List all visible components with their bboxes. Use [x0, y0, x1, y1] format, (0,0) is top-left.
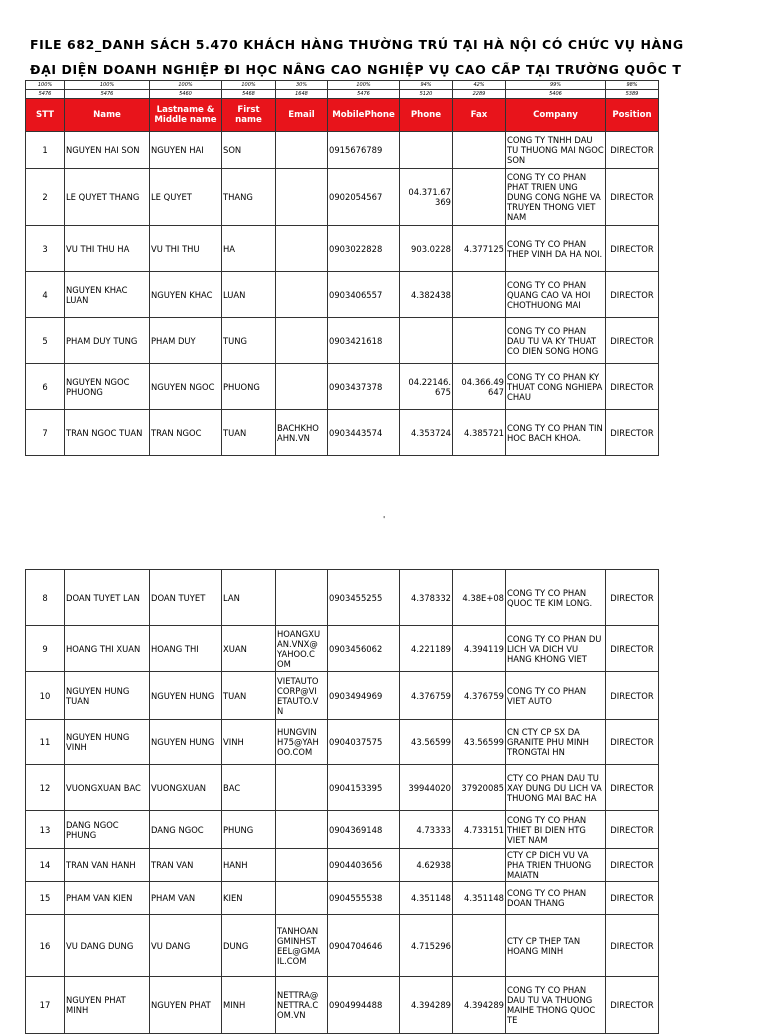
- lastname-middle-cell: Lastname & Middle name: [150, 99, 222, 132]
- first-name-cell: TUNG: [222, 318, 276, 364]
- fax-cell: [453, 849, 506, 882]
- customer-table-page-1: [25, 80, 659, 456]
- header-row: [26, 99, 659, 132]
- stt-cell: 17: [26, 977, 65, 1034]
- company-cell: CONG TY CO PHAN PHAT TRIEN UNG DUNG CONG NGHE VA TRUYEN THONG VIET NAM: [506, 169, 606, 226]
- first-name-cell: First name: [222, 99, 276, 132]
- name-cell: TRAN VAN HANH: [65, 849, 150, 882]
- phone-cell: 4.221189: [400, 626, 453, 672]
- mobile-phone-cell: 0903022828: [328, 226, 400, 272]
- email-cell: HUNGVIN H75@YAH OO.COM: [276, 720, 328, 765]
- lastname-middle-cell: NGUYEN NGOC: [150, 364, 222, 410]
- fax-cell: 04.366.49 647: [453, 364, 506, 410]
- phone-cell: [400, 318, 453, 364]
- mobile-phone-cell: MobilePhone: [328, 99, 400, 132]
- email-cell: [276, 811, 328, 849]
- mobile-phone-cell: 100%: [328, 81, 400, 90]
- fax-cell: 4.377125: [453, 226, 506, 272]
- table-row: [26, 318, 659, 364]
- table-row: [26, 132, 659, 169]
- mobile-phone-cell: 0904037575: [328, 720, 400, 765]
- position-cell: DIRECTOR: [606, 318, 659, 364]
- position-cell: DIRECTOR: [606, 915, 659, 977]
- email-cell: [276, 765, 328, 811]
- lastname-middle-cell: HOANG THI: [150, 626, 222, 672]
- position-cell: 5389: [606, 90, 659, 99]
- phone-cell: Phone: [400, 99, 453, 132]
- name-cell: DOAN TUYET LAN: [65, 570, 150, 626]
- fax-cell: [453, 169, 506, 226]
- stt-cell: 7: [26, 410, 65, 456]
- email-cell: [276, 570, 328, 626]
- first-name-cell: TUAN: [222, 672, 276, 720]
- lastname-middle-cell: VU THI THU: [150, 226, 222, 272]
- fax-cell: 4.394289: [453, 977, 506, 1034]
- email-cell: 30%: [276, 81, 328, 90]
- stt-cell: 14: [26, 849, 65, 882]
- first-name-cell: THANG: [222, 169, 276, 226]
- phone-cell: 4.715296: [400, 915, 453, 977]
- fax-cell: 4.385721: [453, 410, 506, 456]
- position-cell: DIRECTOR: [606, 570, 659, 626]
- first-name-cell: BAC: [222, 765, 276, 811]
- mobile-phone-cell: 0915676789: [328, 132, 400, 169]
- mobile-phone-cell: 0904704646: [328, 915, 400, 977]
- name-cell: HOANG THI XUAN: [65, 626, 150, 672]
- lastname-middle-cell: VU DANG: [150, 915, 222, 977]
- phone-cell: 903.0228: [400, 226, 453, 272]
- fax-cell: 43.56599: [453, 720, 506, 765]
- phone-cell: 94%: [400, 81, 453, 90]
- table-row: [26, 882, 659, 915]
- position-cell: DIRECTOR: [606, 720, 659, 765]
- position-cell: DIRECTOR: [606, 765, 659, 811]
- phone-cell: 4.376759: [400, 672, 453, 720]
- first-name-cell: LAN: [222, 570, 276, 626]
- email-cell: Email: [276, 99, 328, 132]
- company-cell: CTY CO PHAN DAU TU XAY DUNG DU LICH VA THUONG MAI BAC HA: [506, 765, 606, 811]
- table-row: [26, 570, 659, 626]
- email-cell: VIETAUTO CORP@VI ETAUTO.V N: [276, 672, 328, 720]
- fill-percent-row: [26, 81, 659, 90]
- table-row: [26, 811, 659, 849]
- company-cell: 5406: [506, 90, 606, 99]
- table-row: [26, 765, 659, 811]
- name-cell: NGUYEN PHAT MINH: [65, 977, 150, 1034]
- company-cell: CONG TY CO PHAN DAU TU VA THUONG MAIHE THONG QUOC TE: [506, 977, 606, 1034]
- mobile-phone-cell: 0904403656: [328, 849, 400, 882]
- first-name-cell: MINH: [222, 977, 276, 1034]
- company-cell: CTY CP DICH VU VA PHA TRIEN THUONG MAIATN: [506, 849, 606, 882]
- phone-cell: [400, 132, 453, 169]
- phone-cell: 5120: [400, 90, 453, 99]
- mobile-phone-cell: 0903443574: [328, 410, 400, 456]
- company-cell: CONG TY CO PHAN THIET BI DIEN HTG VIET NAM: [506, 811, 606, 849]
- mobile-phone-cell: 0904153395: [328, 765, 400, 811]
- position-cell: DIRECTOR: [606, 882, 659, 915]
- company-cell: CTY CP THEP TAN HOANG MINH: [506, 915, 606, 977]
- company-cell: CONG TY CO PHAN KY THUAT CONG NGHIEPA CHAU: [506, 364, 606, 410]
- first-name-cell: VINH: [222, 720, 276, 765]
- stt-cell: 2: [26, 169, 65, 226]
- name-cell: PHAM VAN KIEN: [65, 882, 150, 915]
- name-cell: VU DANG DUNG: [65, 915, 150, 977]
- table-row: [26, 626, 659, 672]
- email-cell: BACHKHO AHN.VN: [276, 410, 328, 456]
- first-name-cell: TUAN: [222, 410, 276, 456]
- first-name-cell: SON: [222, 132, 276, 169]
- phone-cell: 4.351148: [400, 882, 453, 915]
- mobile-phone-cell: 0904994488: [328, 977, 400, 1034]
- fax-cell: [453, 318, 506, 364]
- lastname-middle-cell: PHAM VAN: [150, 882, 222, 915]
- fax-cell: 37920085: [453, 765, 506, 811]
- lastname-middle-cell: PHAM DUY: [150, 318, 222, 364]
- name-cell: TRAN NGOC TUAN: [65, 410, 150, 456]
- company-cell: CONG TY CO PHAN THEP VINH DA HA NOI.: [506, 226, 606, 272]
- stt-cell: 1: [26, 132, 65, 169]
- email-cell: [276, 132, 328, 169]
- name-cell: 5476: [65, 90, 150, 99]
- table-row: [26, 977, 659, 1034]
- fax-cell: [453, 132, 506, 169]
- first-name-cell: LUAN: [222, 272, 276, 318]
- table-row: [26, 849, 659, 882]
- table-row: [26, 672, 659, 720]
- company-cell: CONG TY CO PHAN QUOC TE KIM LONG.: [506, 570, 606, 626]
- stt-cell: 10: [26, 672, 65, 720]
- lastname-middle-cell: NGUYEN PHAT: [150, 977, 222, 1034]
- phone-cell: 04.22146. 675: [400, 364, 453, 410]
- first-name-cell: 100%: [222, 81, 276, 90]
- fax-cell: 4.394119: [453, 626, 506, 672]
- email-cell: [276, 226, 328, 272]
- name-cell: VU THI THU HA: [65, 226, 150, 272]
- name-cell: DANG NGOC PHUNG: [65, 811, 150, 849]
- lastname-middle-cell: NGUYEN HAI: [150, 132, 222, 169]
- name-cell: NGUYEN NGOC PHUONG: [65, 364, 150, 410]
- email-cell: HOANGXU AN.VNX@ YAHOO.C OM: [276, 626, 328, 672]
- stt-cell: 6: [26, 364, 65, 410]
- name-cell: NGUYEN KHAC LUAN: [65, 272, 150, 318]
- fax-cell: 2289: [453, 90, 506, 99]
- fax-cell: [453, 915, 506, 977]
- name-cell: NGUYEN HUNG TUAN: [65, 672, 150, 720]
- phone-cell: 4.394289: [400, 977, 453, 1034]
- first-name-cell: XUAN: [222, 626, 276, 672]
- table-row: [26, 720, 659, 765]
- first-name-cell: PHUONG: [222, 364, 276, 410]
- company-cell: 99%: [506, 81, 606, 90]
- position-cell: DIRECTOR: [606, 132, 659, 169]
- company-cell: CN CTY CP SX DA GRANITE PHU MINH TRONGTAI HN: [506, 720, 606, 765]
- mobile-phone-cell: 0903406557: [328, 272, 400, 318]
- table-row: [26, 169, 659, 226]
- fax-cell: 4.733151: [453, 811, 506, 849]
- mobile-phone-cell: 0903437378: [328, 364, 400, 410]
- first-name-cell: PHUNG: [222, 811, 276, 849]
- stt-cell: 3: [26, 226, 65, 272]
- first-name-cell: 5468: [222, 90, 276, 99]
- phone-cell: 4.62938: [400, 849, 453, 882]
- lastname-middle-cell: 100%: [150, 81, 222, 90]
- fax-cell: 4.376759: [453, 672, 506, 720]
- mobile-phone-cell: 0903455255: [328, 570, 400, 626]
- position-cell: DIRECTOR: [606, 849, 659, 882]
- position-cell: DIRECTOR: [606, 272, 659, 318]
- company-cell: Company: [506, 99, 606, 132]
- name-cell: VUONGXUAN BAC: [65, 765, 150, 811]
- phone-cell: 4.73333: [400, 811, 453, 849]
- position-cell: DIRECTOR: [606, 169, 659, 226]
- fill-count-row: [26, 90, 659, 99]
- lastname-middle-cell: DANG NGOC: [150, 811, 222, 849]
- email-cell: [276, 849, 328, 882]
- mobile-phone-cell: 0902054567: [328, 169, 400, 226]
- name-cell: 100%: [65, 81, 150, 90]
- lastname-middle-cell: NGUYEN KHAC: [150, 272, 222, 318]
- fax-cell: [453, 272, 506, 318]
- position-cell: DIRECTOR: [606, 977, 659, 1034]
- company-cell: CONG TY CO PHAN DAU TU VA KY THUAT CO DIEN SONG HONG: [506, 318, 606, 364]
- phone-cell: 4.382438: [400, 272, 453, 318]
- lastname-middle-cell: NGUYEN HUNG: [150, 720, 222, 765]
- stt-cell: 100%: [26, 81, 65, 90]
- page-separator-mark: ': [383, 515, 386, 524]
- phone-cell: 04.371.67 369: [400, 169, 453, 226]
- phone-cell: 4.353724: [400, 410, 453, 456]
- position-cell: DIRECTOR: [606, 410, 659, 456]
- lastname-middle-cell: LE QUYET: [150, 169, 222, 226]
- position-cell: Position: [606, 99, 659, 132]
- name-cell: PHAM DUY TUNG: [65, 318, 150, 364]
- customer-table-page-2: [25, 569, 659, 1034]
- lastname-middle-cell: TRAN NGOC: [150, 410, 222, 456]
- first-name-cell: HANH: [222, 849, 276, 882]
- position-cell: DIRECTOR: [606, 672, 659, 720]
- stt-cell: 8: [26, 570, 65, 626]
- fax-cell: 4.351148: [453, 882, 506, 915]
- stt-cell: 13: [26, 811, 65, 849]
- mobile-phone-cell: 5476: [328, 90, 400, 99]
- table-row: [26, 272, 659, 318]
- stt-cell: 5: [26, 318, 65, 364]
- stt-cell: 5476: [26, 90, 65, 99]
- phone-cell: 43.56599: [400, 720, 453, 765]
- document-title-line-2: ĐẠI DIỆN DOANH NGHIỆP ĐI HỌC NÂNG CAO NGHIỆP VỤ CAO CẤP TẠI TRƯỜNG QUỐC T: [30, 62, 682, 77]
- first-name-cell: HA: [222, 226, 276, 272]
- lastname-middle-cell: TRAN VAN: [150, 849, 222, 882]
- first-name-cell: KIEN: [222, 882, 276, 915]
- email-cell: TANHOAN GMINHST EEL@GMA IL.COM: [276, 915, 328, 977]
- name-cell: NGUYEN HUNG VINH: [65, 720, 150, 765]
- stt-cell: 11: [26, 720, 65, 765]
- table-row: [26, 915, 659, 977]
- name-cell: Name: [65, 99, 150, 132]
- email-cell: [276, 318, 328, 364]
- email-cell: [276, 882, 328, 915]
- fax-cell: 4.38E+08: [453, 570, 506, 626]
- company-cell: CONG TY CO PHAN TIN HOC BACH KHOA.: [506, 410, 606, 456]
- company-cell: CONG TY CO PHAN DU LICH VA DICH VU HANG KHONG VIET: [506, 626, 606, 672]
- email-cell: 1648: [276, 90, 328, 99]
- company-cell: CONG TY CO PHAN QUANG CAO VA HOI CHOTHUONG MAI: [506, 272, 606, 318]
- phone-cell: 39944020: [400, 765, 453, 811]
- stt-cell: 15: [26, 882, 65, 915]
- email-cell: NETTRA@ NETTRA.C OM.VN: [276, 977, 328, 1034]
- table-row: [26, 410, 659, 456]
- first-name-cell: DUNG: [222, 915, 276, 977]
- fax-cell: 42%: [453, 81, 506, 90]
- name-cell: LE QUYET THANG: [65, 169, 150, 226]
- position-cell: DIRECTOR: [606, 811, 659, 849]
- stt-cell: 9: [26, 626, 65, 672]
- company-cell: CONG TY TNHH DAU TU THUONG MAI NGOC SON: [506, 132, 606, 169]
- company-cell: CONG TY CO PHAN VIET AUTO: [506, 672, 606, 720]
- email-cell: [276, 272, 328, 318]
- lastname-middle-cell: DOAN TUYET: [150, 570, 222, 626]
- position-cell: DIRECTOR: [606, 364, 659, 410]
- lastname-middle-cell: VUONGXUAN: [150, 765, 222, 811]
- stt-cell: STT: [26, 99, 65, 132]
- table-row: [26, 364, 659, 410]
- lastname-middle-cell: NGUYEN HUNG: [150, 672, 222, 720]
- stt-cell: 12: [26, 765, 65, 811]
- stt-cell: 16: [26, 915, 65, 977]
- mobile-phone-cell: 0904369148: [328, 811, 400, 849]
- company-cell: CONG TY CO PHAN DOAN THANG: [506, 882, 606, 915]
- position-cell: 98%: [606, 81, 659, 90]
- mobile-phone-cell: 0903456062: [328, 626, 400, 672]
- email-cell: [276, 169, 328, 226]
- position-cell: DIRECTOR: [606, 626, 659, 672]
- name-cell: NGUYEN HAI SON: [65, 132, 150, 169]
- position-cell: DIRECTOR: [606, 226, 659, 272]
- document-title-line-1: FILE 682_DANH SÁCH 5.470 KHÁCH HÀNG THƯỜNG TRÚ TẠI HÀ NỘI CÓ CHỨC VỤ HÀNG: [30, 37, 684, 52]
- table-row: [26, 226, 659, 272]
- lastname-middle-cell: 5460: [150, 90, 222, 99]
- mobile-phone-cell: 0903421618: [328, 318, 400, 364]
- stt-cell: 4: [26, 272, 65, 318]
- mobile-phone-cell: 0904555538: [328, 882, 400, 915]
- email-cell: [276, 364, 328, 410]
- mobile-phone-cell: 0903494969: [328, 672, 400, 720]
- phone-cell: 4.378332: [400, 570, 453, 626]
- fax-cell: Fax: [453, 99, 506, 132]
